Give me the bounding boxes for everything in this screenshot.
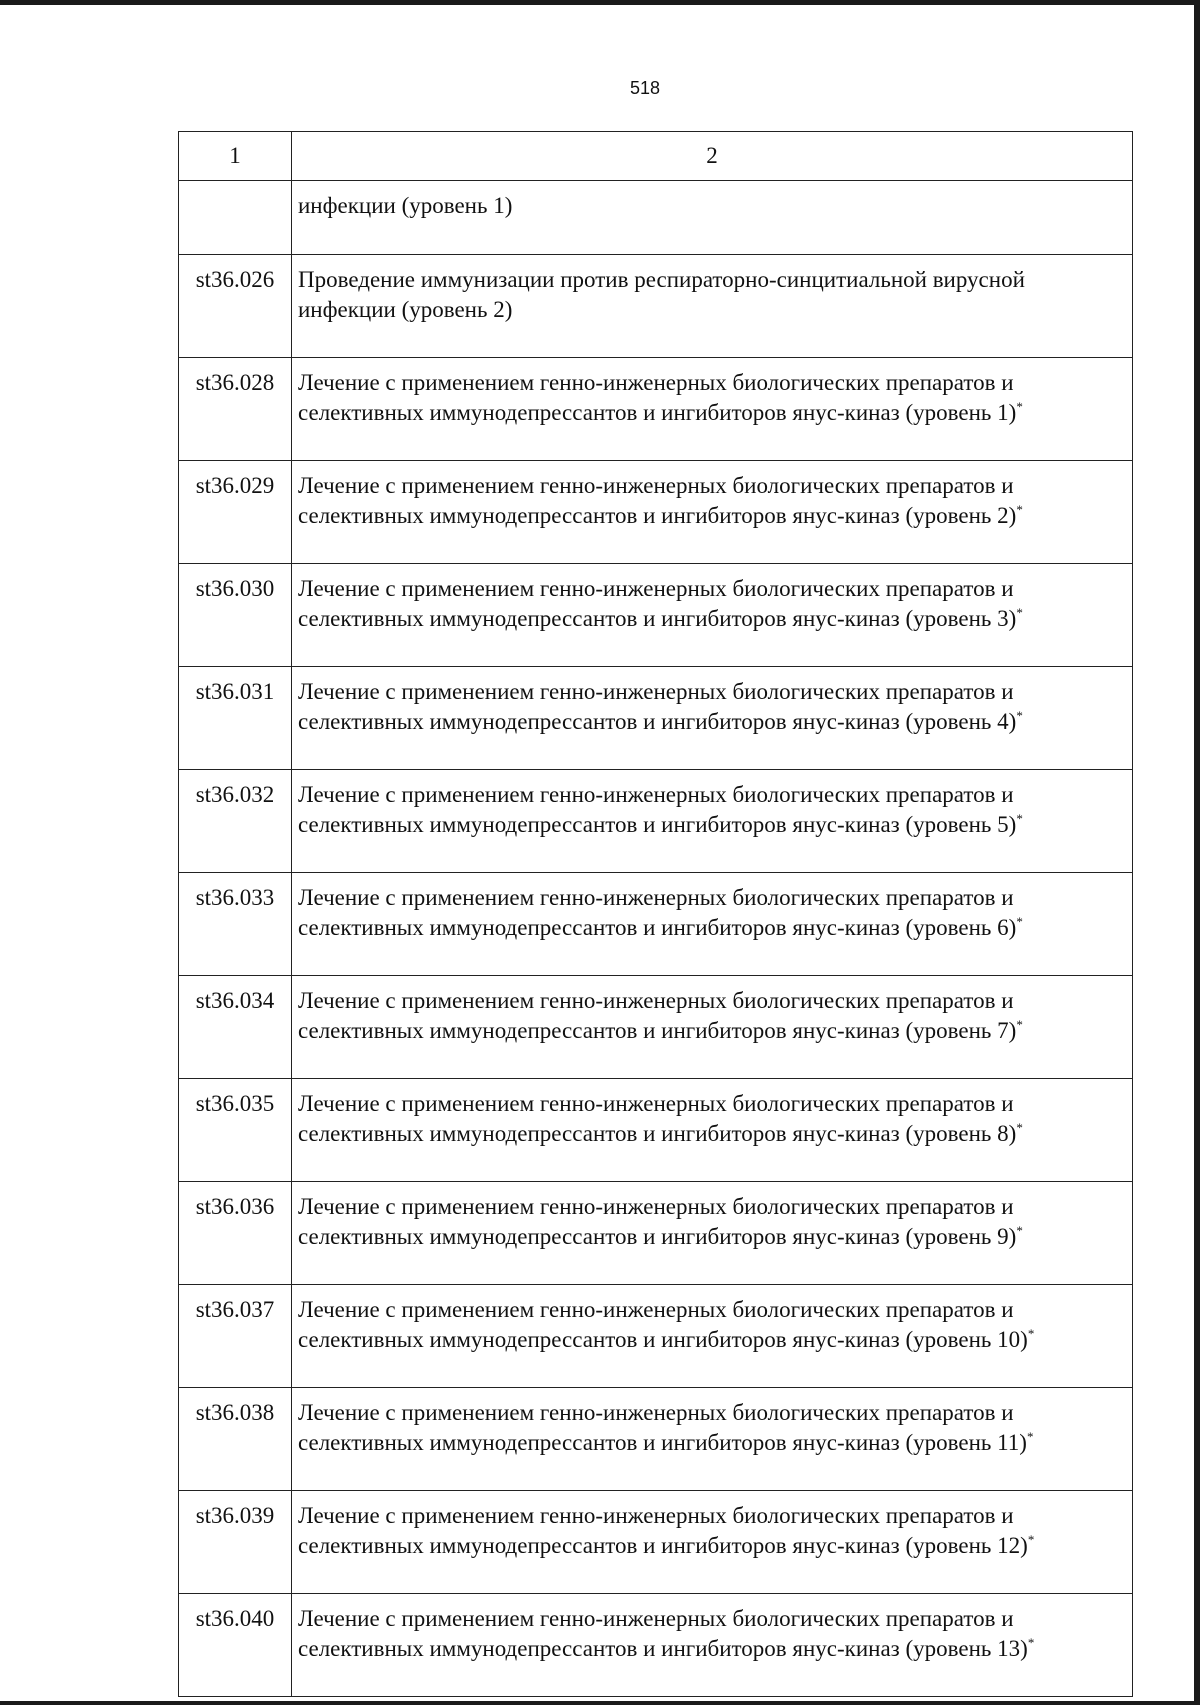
footnote-mark: * — [1027, 1532, 1035, 1547]
code-cell-empty — [179, 181, 292, 255]
code-cell: st36.028 — [179, 358, 292, 461]
continuation-text: инфекции (уровень 1) — [292, 181, 1133, 255]
description-line: Проведение иммунизации против респираторно-синцитиальной вирусной — [298, 267, 1025, 292]
description-cell — [292, 255, 1133, 358]
table-row — [179, 1182, 1133, 1285]
table-row — [179, 255, 1133, 358]
description-line — [298, 1016, 1126, 1046]
table-row — [179, 564, 1133, 667]
code-cell: st36.040 — [179, 1594, 292, 1697]
continuation-row — [179, 181, 1133, 255]
description-text: селективных иммунодепрессантов и ингибиторов янус-киназ (уровень 13) — [298, 1636, 1028, 1661]
footnote-mark: * — [1016, 399, 1023, 414]
description-line — [298, 295, 1126, 325]
description-text: селективных иммунодепрессантов и ингибиторов янус-киназ (уровень 12) — [298, 1533, 1028, 1558]
description-line — [298, 1222, 1126, 1252]
description-line — [298, 398, 1126, 428]
description-text: селективных иммунодепрессантов и ингибиторов янус-киназ (уровень 5) — [298, 812, 1017, 837]
header-row — [179, 132, 1133, 181]
description-line — [298, 1531, 1126, 1561]
description-text: селективных иммунодепрессантов и ингибиторов янус-киназ (уровень 9) — [298, 1224, 1017, 1249]
description-cell — [292, 1285, 1133, 1388]
column-header-2: 2 — [292, 132, 1133, 181]
description-line: Лечение с применением генно-инженерных биологических препаратов и — [298, 885, 1014, 910]
code-cell: st36.036 — [179, 1182, 292, 1285]
scan-border-top — [0, 0, 1200, 5]
footnote-mark: * — [1027, 1326, 1035, 1341]
code-cell: st36.037 — [179, 1285, 292, 1388]
table-row — [179, 976, 1133, 1079]
table-row — [179, 667, 1133, 770]
footnote-mark: * — [1016, 605, 1023, 620]
description-line — [298, 707, 1126, 737]
table-row — [179, 873, 1133, 976]
code-cell: st36.035 — [179, 1079, 292, 1182]
code-cell: st36.039 — [179, 1491, 292, 1594]
code-cell: st36.030 — [179, 564, 292, 667]
description-text: инфекции (уровень 2) — [298, 297, 513, 322]
description-text: селективных иммунодепрессантов и ингибиторов янус-киназ (уровень 7) — [298, 1018, 1017, 1043]
description-line — [298, 501, 1126, 531]
scan-border-bottom — [0, 1701, 1200, 1705]
table-row — [179, 1388, 1133, 1491]
description-line: Лечение с применением генно-инженерных биологических препаратов и — [298, 1091, 1014, 1116]
description-cell — [292, 461, 1133, 564]
description-cell — [292, 1079, 1133, 1182]
tariff-table — [178, 131, 1133, 1697]
code-cell: st36.026 — [179, 255, 292, 358]
description-line — [298, 604, 1126, 634]
description-cell — [292, 873, 1133, 976]
description-line — [298, 1428, 1126, 1458]
footnote-mark: * — [1016, 502, 1023, 517]
description-line — [298, 1634, 1126, 1664]
description-line: Лечение с применением генно-инженерных биологических препаратов и — [298, 1606, 1014, 1631]
code-cell: st36.033 — [179, 873, 292, 976]
code-cell: st36.034 — [179, 976, 292, 1079]
description-text: селективных иммунодепрессантов и ингибиторов янус-киназ (уровень 10) — [298, 1327, 1028, 1352]
description-line: Лечение с применением генно-инженерных биологических препаратов и — [298, 782, 1014, 807]
description-line: Лечение с применением генно-инженерных биологических препаратов и — [298, 679, 1014, 704]
code-cell: st36.038 — [179, 1388, 292, 1491]
footnote-mark: * — [1016, 708, 1023, 723]
footnote-mark: * — [1016, 1017, 1023, 1032]
table-row — [179, 461, 1133, 564]
footnote-mark: * — [1016, 811, 1023, 826]
description-line: Лечение с применением генно-инженерных биологических препаратов и — [298, 473, 1014, 498]
footnote-mark: * — [1027, 1635, 1035, 1650]
description-text: селективных иммунодепрессантов и ингибиторов янус-киназ (уровень 8) — [298, 1121, 1017, 1146]
description-text: селективных иммунодепрессантов и ингибиторов янус-киназ (уровень 6) — [298, 915, 1017, 940]
description-cell — [292, 1594, 1133, 1697]
description-cell — [292, 564, 1133, 667]
description-line: Лечение с применением генно-инженерных биологических препаратов и — [298, 1503, 1014, 1528]
description-cell — [292, 1388, 1133, 1491]
footnote-mark: * — [1026, 1429, 1034, 1444]
description-cell — [292, 1182, 1133, 1285]
scan-border-right — [1194, 0, 1200, 1705]
description-cell — [292, 358, 1133, 461]
table-row — [179, 1594, 1133, 1697]
description-text: селективных иммунодепрессантов и ингибиторов янус-киназ (уровень 4) — [298, 709, 1017, 734]
description-line — [298, 913, 1126, 943]
description-text: селективных иммунодепрессантов и ингибиторов янус-киназ (уровень 3) — [298, 606, 1017, 631]
description-line — [298, 1325, 1126, 1355]
code-cell: st36.032 — [179, 770, 292, 873]
description-line: Лечение с применением генно-инженерных биологических препаратов и — [298, 1400, 1014, 1425]
table-row — [179, 1079, 1133, 1182]
table-row — [179, 770, 1133, 873]
code-cell: st36.031 — [179, 667, 292, 770]
column-header-1: 1 — [179, 132, 292, 181]
description-text: селективных иммунодепрессантов и ингибиторов янус-киназ (уровень 2) — [298, 503, 1017, 528]
description-line: Лечение с применением генно-инженерных биологических препаратов и — [298, 1194, 1014, 1219]
description-line — [298, 810, 1126, 840]
description-text: селективных иммунодепрессантов и ингибиторов янус-киназ (уровень 1) — [298, 400, 1017, 425]
description-line — [298, 1119, 1126, 1149]
description-line: Лечение с применением генно-инженерных биологических препаратов и — [298, 1297, 1014, 1322]
table-row — [179, 1285, 1133, 1388]
code-cell: st36.029 — [179, 461, 292, 564]
footnote-mark: * — [1016, 1223, 1023, 1238]
description-line: Лечение с применением генно-инженерных биологических препаратов и — [298, 988, 1014, 1013]
table-row — [179, 1491, 1133, 1594]
page-number: 518 — [629, 78, 661, 98]
table-row — [179, 358, 1133, 461]
description-line: Лечение с применением генно-инженерных биологических препаратов и — [298, 370, 1014, 395]
description-cell — [292, 976, 1133, 1079]
description-cell — [292, 667, 1133, 770]
footnote-mark: * — [1016, 914, 1023, 929]
description-cell — [292, 1491, 1133, 1594]
description-cell — [292, 770, 1133, 873]
description-text: селективных иммунодепрессантов и ингибиторов янус-киназ (уровень 11) — [298, 1430, 1027, 1455]
description-line: Лечение с применением генно-инженерных биологических препаратов и — [298, 576, 1014, 601]
footnote-mark: * — [1016, 1120, 1023, 1135]
